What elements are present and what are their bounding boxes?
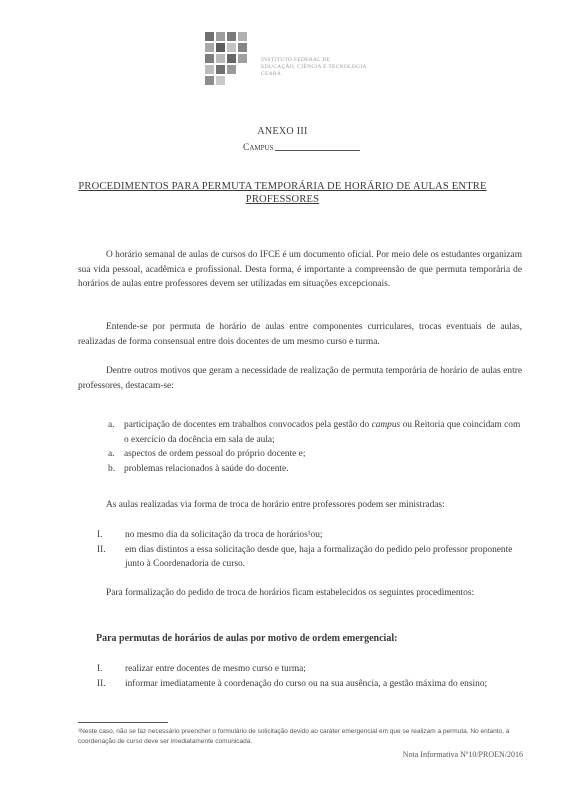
reference-note: Nota Informativa Nº10/PROEN/2016 — [402, 750, 523, 759]
when-list — [95, 528, 522, 572]
paragraph-definition: Entende-se por permuta de horário de aulas entre componentes curriculares, trocas eventuais de aulas, realizadas de forma consensual entre dois docentes de um mesmo curso e turma. — [78, 322, 522, 347]
emergency-list — [95, 662, 522, 691]
annex-title: ANEXO III — [257, 126, 308, 137]
list-item: b. problemas relacionados à saúde do docente. — [108, 463, 289, 474]
emergency-heading: Para permutas de horários de aulas por motivo de ordem emergencial: — [96, 633, 398, 644]
paragraph-intro: O horário semanal de aulas de cursos do IFCE é um documento oficial. Por meio dele os estudantes organizam sua vida pessoal, acadêmica e profissional. Desta forma, é importante a compreensão de que permuta temporária de horários de aulas entre professores devem ser utilizadas em situações excepcionais. — [78, 250, 522, 289]
list-item: II. em dias distintos a essa solicitação desde que, haja a formalização do pedido pelo professor proponente junto à Coordenadoria de curso. — [97, 544, 513, 569]
footnote: ¹Neste caso, não se faz necessário preencher o formulário de solicitação devido ao caráter emergencial em que se realizam a permuta. No entanto, a coordenação de curso deve ser imediatamente comunicada. — [78, 728, 510, 745]
campus-blank-line — [275, 150, 360, 151]
campus-field — [243, 143, 360, 153]
list-item: II. informar imediatamente à coordenação do curso ou na sua ausência, a gestão máxima do ensino; — [97, 678, 488, 689]
campus-label: Campus — [243, 143, 274, 153]
paragraph-procedures: Para formalização do pedido de troca de horários ficam estabelecidos os seguintes procedimentos: — [106, 588, 475, 598]
document-title: PROCEDIMENTOS PARA PERMUTA TEMPORÁRIA DE HORÁRIO DE AULAS ENTRE PROFESSORES — [78, 181, 487, 205]
logo-grid-icon — [205, 32, 257, 90]
institution-name: INSTITUTO FEDERAL DE EDUCAÇÃO, CIÊNCIA E TECNOLOGIA CEARÁ — [261, 57, 367, 77]
paragraph-motives: Dentre outros motivos que geram a necessidade de realização de permuta temporária de horário de aulas entre professores, destacam-se: — [78, 366, 522, 391]
paragraph-when: As aulas realizadas via forma de troca de horário entre professores podem ser ministradas: — [106, 500, 445, 510]
footnote-divider — [78, 722, 168, 723]
list-item: a. aspectos de ordem pessoal do próprio docente e; — [108, 449, 306, 459]
list-item: a. participação de docentes em trabalhos convocados pela gestão do campus ou Reitoria que coincidam com o exercício da docência em sala de aula; — [108, 420, 521, 445]
motives-list — [108, 418, 522, 476]
institution-logo — [205, 32, 385, 90]
list-item: I. realizar entre docentes de mesmo curso e turma; — [97, 664, 306, 674]
list-item: I. no mesmo dia da solicitação da troca de horários¹ou; — [97, 530, 323, 540]
